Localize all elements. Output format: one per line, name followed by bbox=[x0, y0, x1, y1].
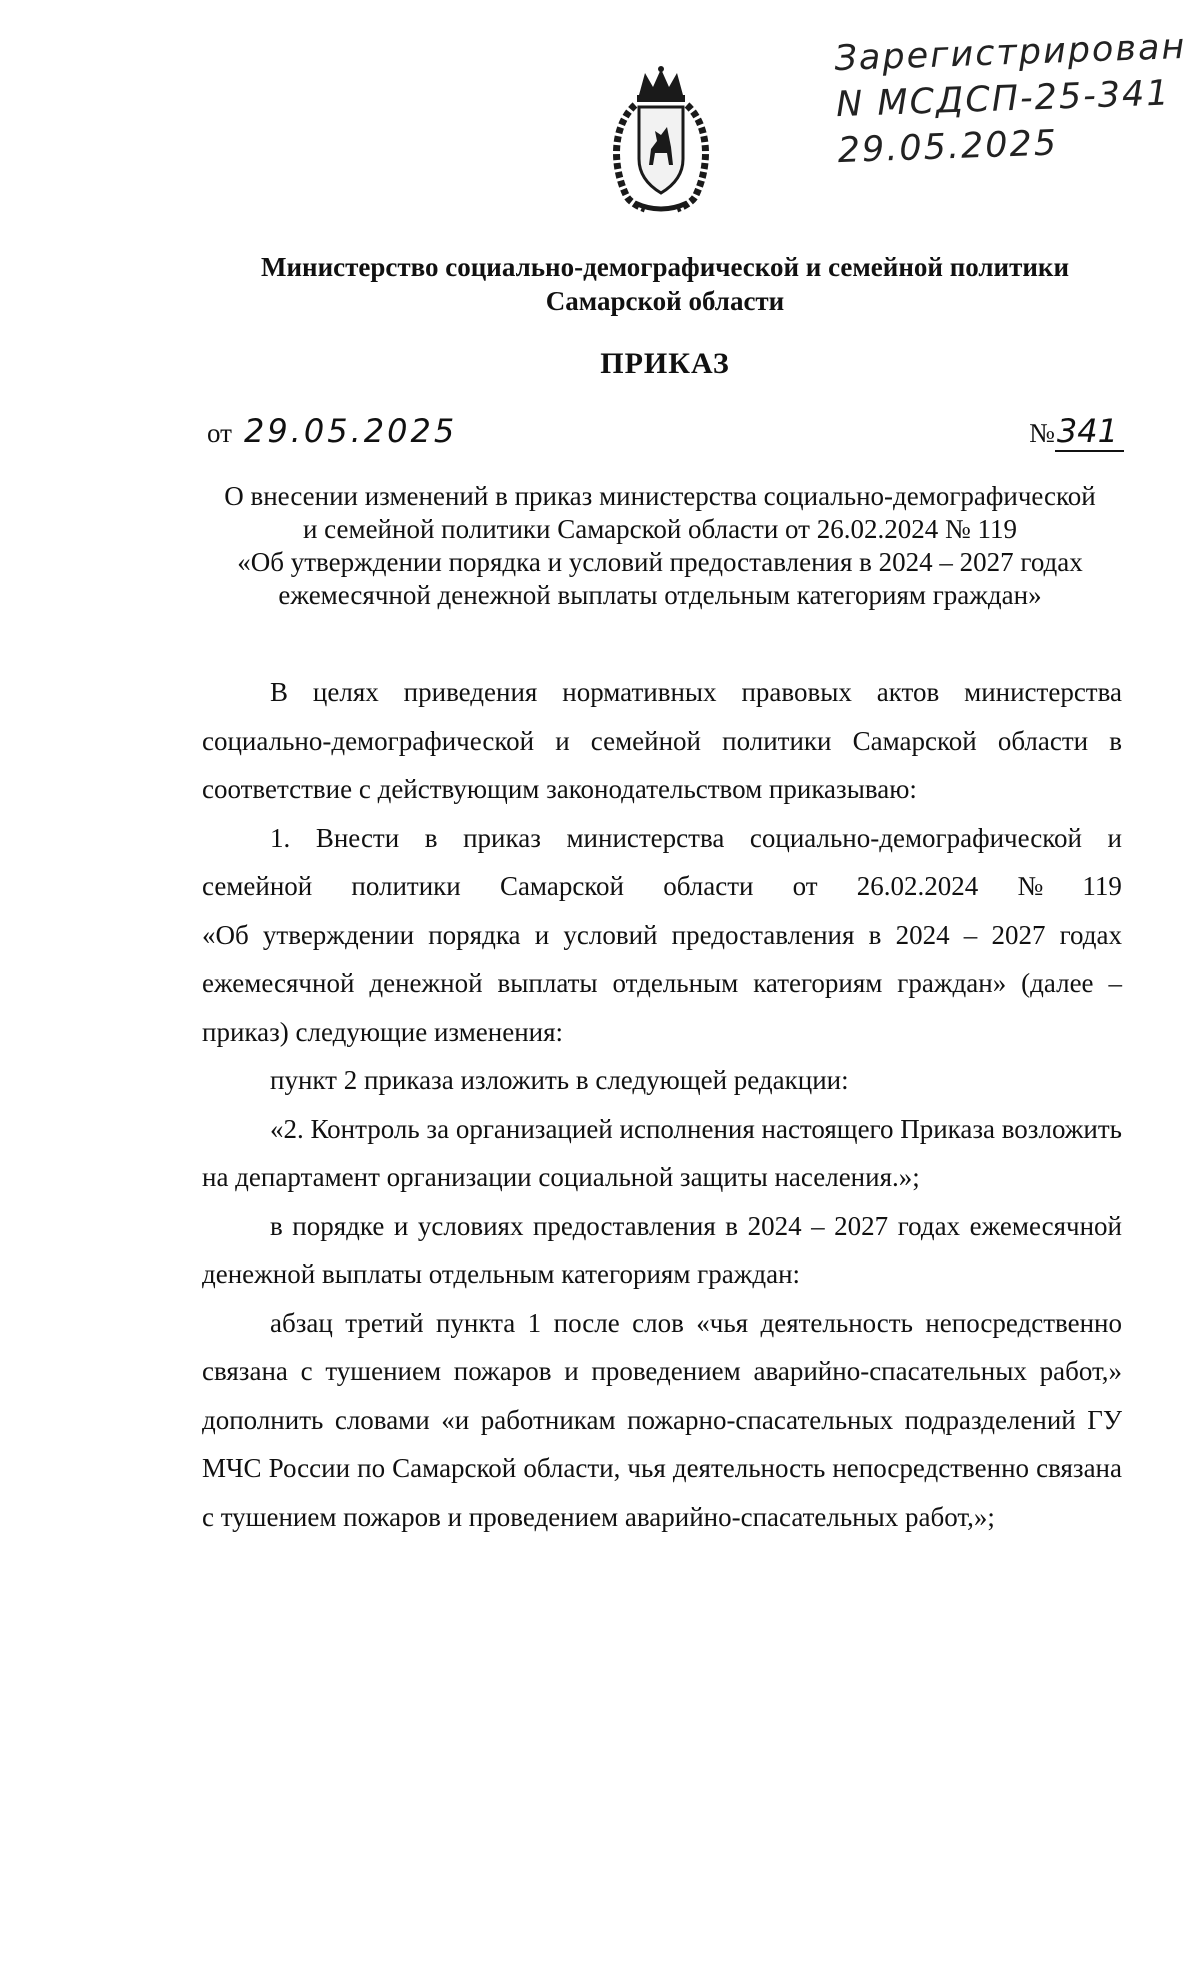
body-paragraph-procedure-intro: в порядке и условиях предоставления в 2024 – 2027 годах ежемесячной денежной выплаты отдельным категориям граждан: bbox=[202, 1210, 1122, 1289]
body-word: политики bbox=[351, 871, 461, 901]
order-subject-line4: ежемесячной денежной выплаты отдельным категориям граждан» bbox=[278, 580, 1042, 610]
body-paragraph-amendment: абзац третий пункта 1 после слов «чья деятельность непосредственно связана с тушением пожаров и проведением аварийно-спасательных работ,» дополнить словами «и работникам пожарно-спасательных подразделений ГУ МЧС России по Самарской области, чья деятельность непосредственно связана с тушением пожаров и проведением аварийно-спасательных работ,»; bbox=[202, 1307, 1122, 1532]
body-word: от bbox=[792, 871, 818, 901]
body-word: области bbox=[663, 871, 754, 901]
order-subject-line2: и семейной политики Самарской области от 26.02.2024 № 119 bbox=[302, 514, 1017, 544]
body-paragraph-preamble: В целях приведения нормативных правовых актов министерства социально-демографической и семейной политики Самарской области в соответствие с действующим законодательством приказываю: bbox=[202, 677, 1122, 804]
order-number-prefix: № bbox=[1029, 418, 1055, 448]
order-subject-line3: «Об утверждении порядка и условий предоставления в 2024 – 2027 годах bbox=[237, 547, 1083, 577]
ministry-name bbox=[140, 250, 1190, 318]
order-date bbox=[207, 412, 457, 450]
order-date-value: 29.05.2025 bbox=[243, 412, 458, 450]
order-subject bbox=[180, 480, 1140, 612]
body-word: 26.02.2024 bbox=[856, 871, 979, 901]
body-word: 119 bbox=[1082, 871, 1122, 901]
body-paragraph-item1-words bbox=[202, 862, 1122, 911]
order-date-prefix: от bbox=[207, 418, 232, 448]
body-paragraph-point2-intro: пункт 2 приказа изложить в следующей редакции: bbox=[270, 1065, 849, 1095]
registration-note-line3: 29.05.2025 bbox=[837, 123, 1059, 172]
body-word: № bbox=[1017, 871, 1044, 901]
registration-note-line2: N МСДСП-25-341 bbox=[835, 73, 1172, 126]
body-paragraph-item1-rest: «Об утверждении порядка и условий предоставления в 2024 – 2027 годах ежемесячной денежной выплаты отдельным категориям граждан» (далее – приказ) следующие изменения: bbox=[202, 919, 1122, 1047]
coat-of-arms-icon bbox=[605, 65, 717, 215]
registration-note-line1: Зарегистрирован bbox=[833, 26, 1187, 80]
order-number bbox=[1029, 412, 1124, 450]
body-word: семейной bbox=[202, 871, 313, 901]
order-number-value: 341 bbox=[1055, 412, 1124, 452]
order-body bbox=[202, 668, 1122, 1541]
body-paragraph-item1-start: 1. Внести в приказ министерства социально-демографической и bbox=[270, 822, 1122, 853]
order-subject-line1: О внесении изменений в приказ министерства социально-демографической bbox=[224, 481, 1096, 511]
body-paragraph-point2-text: «2. Контроль за организацией исполнения настоящего Приказа возложить на департамент организации социальной защиты населения.»; bbox=[202, 1113, 1122, 1192]
registration-note bbox=[834, 24, 1191, 174]
body-word: Самарской bbox=[499, 871, 624, 901]
ministry-name-line2: Самарской области bbox=[545, 286, 785, 316]
ministry-name-line1: Министерство социально-демографической и семейной политики bbox=[260, 252, 1070, 282]
document-type-title: ПРИКАЗ bbox=[600, 347, 730, 380]
